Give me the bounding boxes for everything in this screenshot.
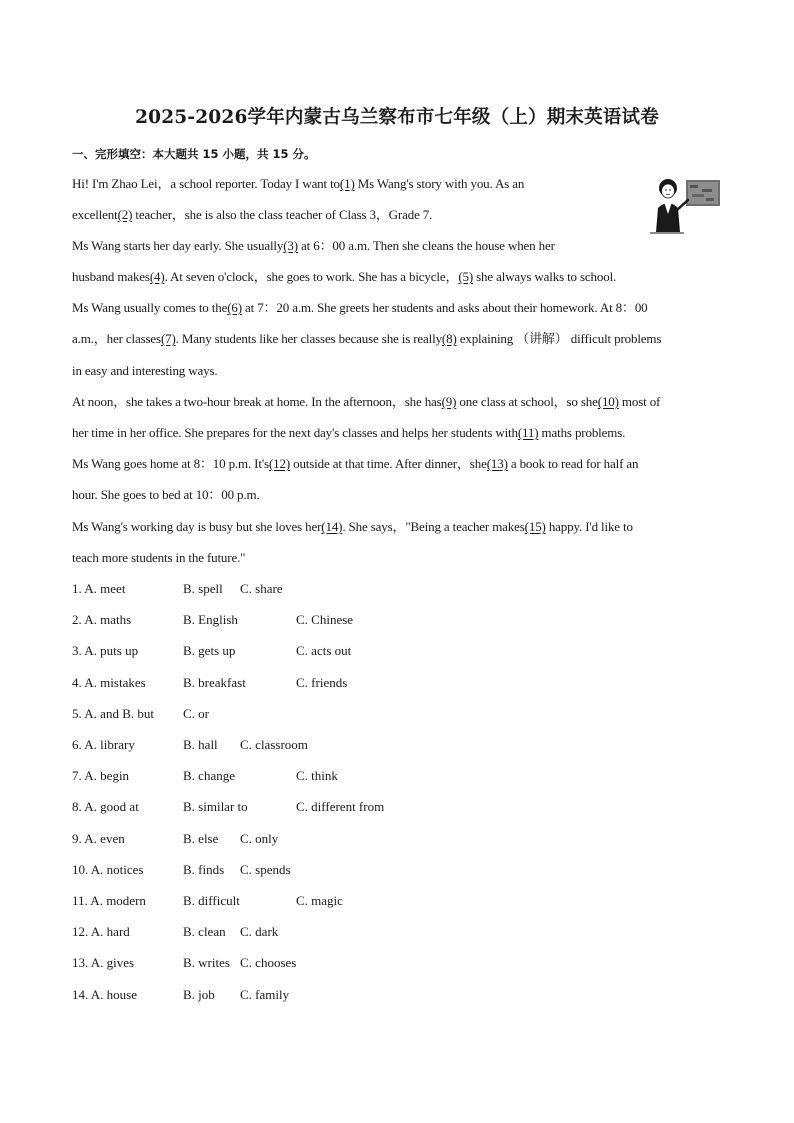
question-11-option-a: 11. A. modern [72, 893, 146, 908]
blank-6: (6) [227, 300, 242, 315]
passage-line-4: husband makes(4). At seven o'clock，she goes to work. She has a bicycle，(5) she always walks to school. [72, 269, 617, 284]
question-13-option-a: 13. A. gives [72, 955, 135, 970]
question-11-option-c: C. magic [296, 893, 343, 908]
passage-line-13: teach more students in the future." [72, 550, 246, 565]
question-5-option-b: C. or [183, 706, 209, 721]
blank-2: (2) [117, 207, 133, 222]
blank-14: (14) [321, 519, 343, 534]
question-3-option-a: 3. A. puts up [72, 643, 139, 658]
question-5-option-a: 5. A. and B. but [72, 706, 154, 721]
question-13-option-b: B. writes [183, 955, 230, 970]
question-1-option-a: 1. A. meet [72, 581, 126, 596]
passage-line-7: in easy and interesting ways. [72, 363, 218, 378]
question-6-option-a: 6. A. library [72, 737, 135, 752]
question-8-option-b: B. similar to [183, 799, 248, 814]
question-12-option-a: 12. A. hard [72, 924, 130, 939]
question-7-option-a: 7. A. begin [72, 768, 130, 783]
blank-9: (9) [441, 394, 457, 409]
question-11-option-b: B. difficult [183, 893, 240, 908]
passage-line-10: Ms Wang goes home at 8：10 p.m. It's(12) outside at that time. After dinner，she(13) a book to read for half an [72, 456, 639, 471]
blank-8: (8) [441, 331, 457, 346]
blank-7: (7) [160, 331, 176, 346]
question-2-option-b: B. English [183, 612, 238, 627]
question-9-option-b: B. else [183, 831, 219, 846]
blank-11: (11) [517, 425, 539, 440]
question-12-option-c: C. dark [240, 924, 279, 939]
question-2-option-c: C. Chinese [296, 612, 354, 627]
question-10-option-c: C. spends [240, 862, 291, 877]
question-9-option-a: 9. A. even [72, 831, 125, 846]
blank-1: (1) [339, 176, 355, 191]
question-12-option-b: B. clean [183, 924, 226, 939]
question-10-option-a: 10. A. notices [72, 862, 144, 877]
passage-line-6: a.m.，her classes(7). Many students like her classes because she is really(8) explaining （讲解） difficult problems [72, 331, 662, 346]
question-7-option-b: B. change [183, 768, 235, 783]
blank-5: (5) [458, 269, 474, 284]
question-3-option-c: C. acts out [296, 643, 352, 658]
question-6-option-c: C. classroom [240, 737, 308, 752]
section-heading: 一、完形填空：本大题共 15 小题，共 15 分。 [72, 147, 316, 161]
passage-line-3: Ms Wang starts her day early. She usually(3) at 6：00 a.m. Then she cleans the house when her [72, 238, 555, 253]
question-4-option-b: B. breakfast [183, 675, 246, 690]
question-1-option-c: C. share [240, 581, 283, 596]
blank-4: (4) [149, 269, 165, 284]
blank-13: (13) [486, 456, 508, 471]
blank-3: (3) [283, 238, 298, 253]
question-9-option-c: C. only [240, 831, 279, 846]
blank-10: (10) [597, 394, 619, 409]
teacher-with-board-illustration [648, 176, 724, 236]
question-10-option-b: B. finds [183, 862, 225, 877]
question-6-option-b: B. hall [183, 737, 218, 752]
question-8-option-a: 8. A. good at [72, 799, 139, 814]
passage-line-1: Hi! I'm Zhao Lei，a school reporter. Today I want to(1) Ms Wang's story with you. As an [72, 176, 525, 191]
question-14-option-c: C. family [240, 987, 290, 1002]
passage-line-11: hour. She goes to bed at 10：00 p.m. [72, 487, 260, 502]
question-8-option-c: C. different from [296, 799, 385, 814]
question-3-option-b: B. gets up [183, 643, 236, 658]
passage-line-5: Ms Wang usually comes to the(6) at 7：20 a.m. She greets her students and asks about their homework. At 8：00 [72, 300, 648, 315]
question-13-option-c: C. chooses [240, 955, 297, 970]
question-7-option-c: C. think [296, 768, 338, 783]
passage-line-9: her time in her office. She prepares for the next day's classes and helps her students with(11) maths problems. [72, 425, 626, 440]
question-2-option-a: 2. A. maths [72, 612, 132, 627]
page-title: 2025-2026学年内蒙古乌兰察布市七年级（上）期末英语试卷 [135, 107, 659, 128]
question-14-option-b: B. job [183, 987, 215, 1002]
passage-line-8: At noon，she takes a two-hour break at home. In the afternoon，she has(9) one class at school，so she(10) most of [72, 394, 661, 409]
blank-12: (12) [268, 456, 290, 471]
question-1-option-b: B. spell [183, 581, 223, 596]
blank-15: (15) [524, 519, 546, 534]
question-4-option-c: C. friends [296, 675, 348, 690]
passage-line-2: excellent(2) teacher，she is also the class teacher of Class 3，Grade 7. [72, 207, 433, 222]
question-14-option-a: 14. A. house [72, 987, 137, 1002]
question-4-option-a: 4. A. mistakes [72, 675, 146, 690]
passage-line-12: Ms Wang's working day is busy but she loves her(14). She says，"Being a teacher makes(15) happy. I'd like to [72, 519, 633, 534]
